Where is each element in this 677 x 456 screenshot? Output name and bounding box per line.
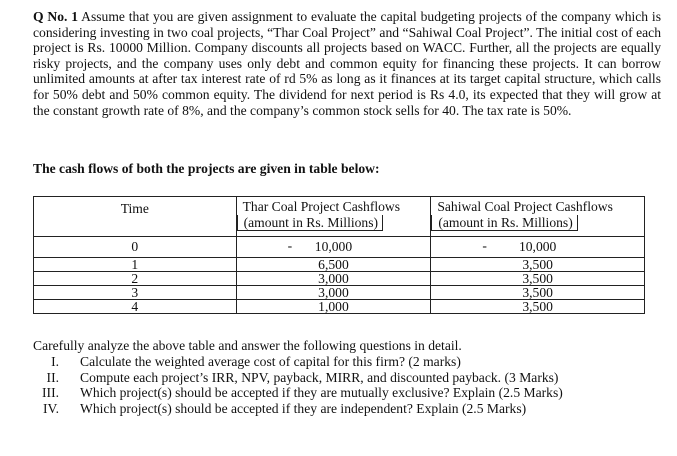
table-heading: The cash flows of both the projects are given in table below: [33, 161, 380, 176]
question-body: Assume that you are given assignment to evaluate the capital budgeting projects of the company which is considering investing in two coal projects, “Thar Coal Project” and “Sahiwal Coal Project”. The initial cost of each project is Rs. 10000 Million. Company discounts all projects based on WACC. Further, all the projects are equally risky projects, and the company uses only debt and common equity for financing these projects. It can borrow unlimited amounts at after tax interest rate of rd 5% as long as it finances at its target capital structure, which calls for 50% debt and 50% common equity. The dividend for next period is Rs 4.0, its expected that they will grow at the constant growth rate of 8%, and the company’s common stock sells for 40. The tax rate is 50%. [33, 9, 661, 118]
table-row [34, 272, 645, 286]
header-sahiwal-title: Sahiwal Coal Project Cashflows [437, 199, 613, 214]
cell-sahiwal [431, 300, 645, 314]
table-row [34, 286, 645, 300]
item-number: III. [42, 385, 59, 401]
cell-sahiwal [431, 286, 645, 300]
cell-thar [236, 286, 431, 300]
cell-time: 3 [34, 286, 237, 300]
cell-thar-value: 1,000 [318, 299, 349, 314]
cell-thar [236, 258, 431, 272]
question-list [33, 354, 563, 416]
header-sahiwal [431, 197, 645, 237]
item-number: II. [46, 369, 59, 385]
cell-thar-value: 3,000 [318, 285, 349, 300]
cell-sahiwal-value: 10,000 [518, 239, 557, 254]
negative-sign: - [482, 238, 487, 253]
cell-time: 4 [34, 300, 237, 314]
header-thar-unit: (amount in Rs. Millions) [237, 215, 383, 232]
list-item [33, 354, 563, 370]
item-text: Which project(s) should be accepted if they are mutually exclusive? Explain (2.5 Marks) [80, 385, 563, 401]
instructions-text: Carefully analyze the above table and answer the following questions in detail. [33, 338, 462, 353]
cell-thar [236, 237, 431, 258]
negative-sign: - [287, 238, 293, 253]
cell-sahiwal [431, 272, 645, 286]
table-row [34, 258, 645, 272]
item-number: I. [51, 354, 59, 369]
list-item [33, 401, 563, 417]
cell-thar-value: 3,000 [318, 271, 349, 286]
cell-sahiwal-value: 3,500 [522, 271, 553, 286]
cell-sahiwal-value: 3,500 [522, 299, 553, 314]
item-text: Which project(s) should be accepted if they are independent? Explain (2.5 Marks) [80, 400, 527, 416]
table-row [34, 300, 645, 314]
cell-sahiwal [431, 258, 645, 272]
cell-sahiwal [431, 237, 645, 258]
header-thar-title: Thar Coal Project Cashflows [242, 199, 401, 214]
item-text: Compute each project’s IRR, NPV, payback, MIRR, and discounted payback. (3 Marks) [80, 369, 559, 385]
list-item [33, 385, 563, 401]
cell-thar [236, 300, 431, 314]
header-sahiwal-unit: (amount in Rs. Millions) [431, 215, 577, 232]
cell-time: 1 [34, 258, 237, 272]
cell-sahiwal-value: 3,500 [522, 257, 553, 272]
cell-thar-value: 6,500 [318, 257, 349, 272]
cell-time: 0 [34, 237, 237, 258]
cashflow-table [33, 196, 645, 314]
header-time: Time [34, 197, 237, 237]
cell-sahiwal-value: 3,500 [522, 285, 553, 300]
header-thar [236, 197, 431, 237]
cell-thar-value: 10,000 [314, 239, 353, 254]
cell-time: 2 [34, 272, 237, 286]
list-item [33, 370, 563, 386]
item-number: IV. [43, 400, 59, 416]
question-label: Q No. 1 [33, 9, 79, 24]
table-row [34, 237, 645, 258]
question-paragraph [33, 9, 661, 118]
table-header-row [34, 197, 645, 237]
item-text: Calculate the weighted average cost of capital for this firm? (2 marks) [80, 354, 461, 369]
cell-thar [236, 272, 431, 286]
